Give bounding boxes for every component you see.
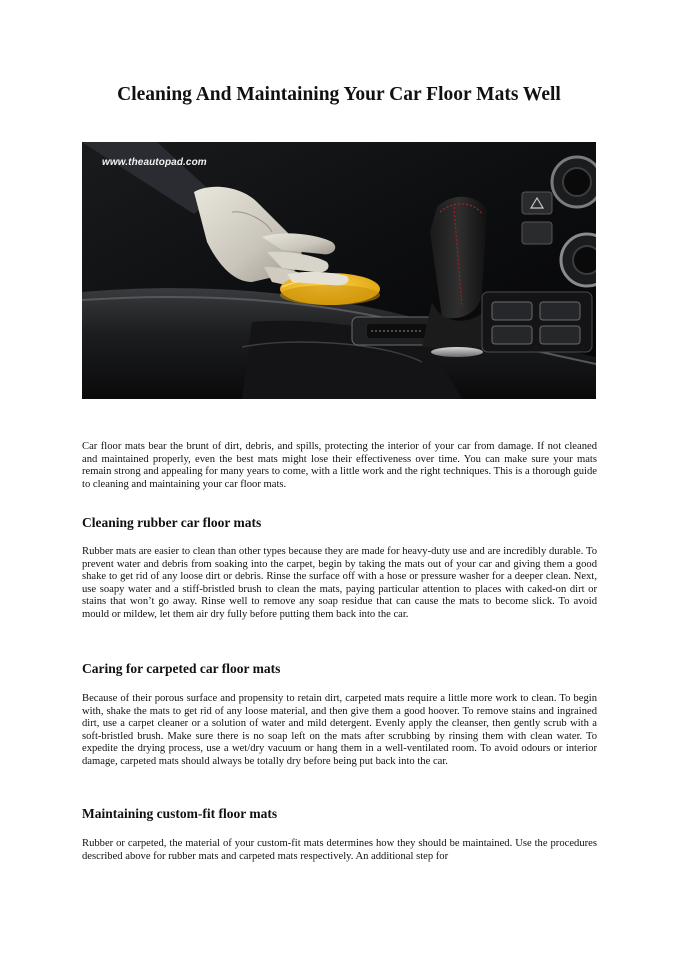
intro-paragraph: Car floor mats bear the brunt of dirt, debris, and spills, protecting the interior of your car from damage. If not cleaned and maintained properly, even the best mats might lose their effectiveness over time. You can make sure your mats remain strong and appealing for many years to come, with a little work and the right techniques. This is a thorough guide to cleaning and maintaining your car floor mats. <box>82 441 597 490</box>
hero-image <box>82 142 596 399</box>
section-heading-rubber-mats: Cleaning rubber car floor mats <box>82 515 262 530</box>
car-interior-cleaning-photo <box>82 142 596 399</box>
section-heading-carpeted-mats: Caring for carpeted car floor mats <box>82 661 281 676</box>
watermark-text: www.theautopad.com <box>102 157 207 168</box>
section-body-rubber-mats: Rubber mats are easier to clean than other types because they are made for heavy-duty use and are incredibly durable. To prevent water and debris from soaking into the carpet, begin by taking the mats out of your car and giving them a good shake to get rid of any loose dirt or debris. Rinse the surface off with a hose or pressure washer for a deeper clean. Next, use soapy water and a stiff-bristled brush to clean the mats, paying particular attention to places with caked-on dirt or stains that won’t go away. Rinse well to remove any soap residue that can cause the mats to become slick. To avoid mould or mildew, let them air dry fully before putting them back into the car. <box>82 546 597 620</box>
section-body-carpeted-mats: Because of their porous surface and propensity to retain dirt, carpeted mats require a little more work to clean. To begin with, shake the mats to get rid of any loose material, and then give them a good hoover. To remove stains and ingrained dirt, use a carpet cleaner or a solution of water and mild detergent. Evenly apply the cleanser, then gently scrub with a soft-bristled brush. Make sure there is no soap left on the mats after scrubbing by rinsing them with clean water. To expedite the drying process, use a wet/dry vacuum or hang them in a well-ventilated room. To avoid odours or interior damage, carpeted mats should always be totally dry before being put back into the car. <box>82 693 597 767</box>
page-title: Cleaning And Maintaining Your Car Floor Mats Well <box>117 84 561 105</box>
section-body-custom-fit-mats: Rubber or carpeted, the material of your custom-fit mats determines how they should be maintained. Use the procedures described above for rubber mats and carpeted mats respectively. An additional step for <box>82 838 597 862</box>
section-heading-custom-fit-mats: Maintaining custom-fit floor mats <box>82 806 278 821</box>
